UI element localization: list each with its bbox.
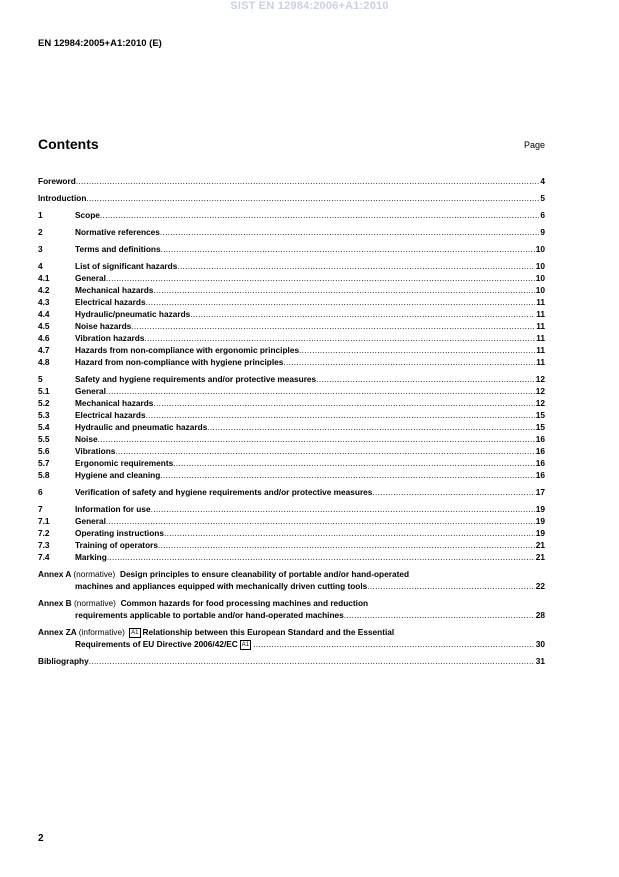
toc-page: 17 bbox=[535, 487, 545, 497]
toc-entry-7-2[interactable] bbox=[38, 527, 545, 539]
toc-title: Safety and hygiene requirements and/or protective measures bbox=[75, 374, 317, 384]
toc-page: 10 bbox=[535, 261, 545, 271]
toc-number: 5 bbox=[38, 374, 43, 384]
toc-number: 4.6 bbox=[38, 333, 50, 343]
toc-entry-7[interactable] bbox=[38, 503, 545, 515]
amendment-start-marker-icon: A1 bbox=[131, 629, 139, 636]
toc-entry-bibliography[interactable] bbox=[38, 655, 545, 667]
toc-number: 7.3 bbox=[38, 540, 50, 550]
toc-entry-5-5[interactable] bbox=[38, 433, 545, 445]
watermark: SIST EN 12984:2006+A1:2010 bbox=[230, 0, 389, 12]
toc-entry-5-8[interactable] bbox=[38, 469, 545, 481]
toc-entry-annex-a[interactable] bbox=[38, 568, 545, 592]
toc-title: Noise bbox=[75, 434, 98, 444]
toc-number: 4.2 bbox=[38, 285, 50, 295]
toc-page: 21 bbox=[535, 552, 545, 562]
toc-entry-5-7[interactable] bbox=[38, 457, 545, 469]
toc-number: 5.2 bbox=[38, 398, 50, 408]
toc-page: 19 bbox=[535, 528, 545, 538]
annex-title-line1: Design principles to ensure cleanability of portable and/or hand-operated bbox=[119, 569, 410, 579]
toc-title: Introduction bbox=[38, 193, 87, 203]
toc-entry-1[interactable] bbox=[38, 209, 545, 221]
annex-kind: (normative) bbox=[73, 598, 116, 608]
toc-title: Mechanical hazards bbox=[75, 398, 154, 408]
toc-page: 22 bbox=[535, 581, 545, 591]
toc-entry-6[interactable] bbox=[38, 486, 545, 498]
toc-entry-5-4[interactable] bbox=[38, 421, 545, 433]
table-of-contents bbox=[38, 175, 545, 667]
toc-title: Electrical hazards bbox=[75, 297, 146, 307]
toc-title: General bbox=[75, 516, 106, 526]
annex-kind: (normative) bbox=[73, 569, 116, 579]
toc-number: 7.2 bbox=[38, 528, 50, 538]
toc-title: Information for use bbox=[75, 504, 151, 514]
annex-title-line2: machines and appliances equipped with mechanically driven cutting tools bbox=[75, 581, 368, 591]
toc-title: Marking bbox=[75, 552, 107, 562]
toc-page: 4 bbox=[540, 176, 545, 186]
toc-title: Training of operators bbox=[75, 540, 158, 550]
toc-number: 7.4 bbox=[38, 552, 50, 562]
contents-title: Contents bbox=[38, 136, 99, 152]
toc-page: 16 bbox=[535, 458, 545, 468]
toc-entry-5-3[interactable] bbox=[38, 409, 545, 421]
toc-page: 11 bbox=[536, 357, 545, 367]
annex-label: Annex ZA bbox=[38, 627, 77, 637]
toc-entry-7-3[interactable] bbox=[38, 539, 545, 551]
toc-number: 4 bbox=[38, 261, 43, 271]
toc-page: 31 bbox=[535, 656, 545, 666]
toc-number: 4.4 bbox=[38, 309, 50, 319]
toc-entry-5-1[interactable] bbox=[38, 385, 545, 397]
toc-page: 16 bbox=[535, 470, 545, 480]
toc-page: 11 bbox=[536, 297, 545, 307]
toc-entry-3[interactable] bbox=[38, 243, 545, 255]
toc-number: 4.3 bbox=[38, 297, 50, 307]
toc-entry-2[interactable] bbox=[38, 226, 545, 238]
toc-page: 6 bbox=[540, 210, 545, 220]
toc-entry-5-6[interactable] bbox=[38, 445, 545, 457]
toc-entry-4-6[interactable] bbox=[38, 332, 545, 344]
toc-number: 4.8 bbox=[38, 357, 50, 367]
toc-page: 19 bbox=[535, 516, 545, 526]
toc-page: 10 bbox=[535, 273, 545, 283]
toc-entry-4-7[interactable] bbox=[38, 344, 545, 356]
toc-number: 2 bbox=[38, 227, 43, 237]
toc-page: 12 bbox=[535, 386, 545, 396]
toc-entry-4-1[interactable] bbox=[38, 272, 545, 284]
toc-number: 7 bbox=[38, 504, 43, 514]
toc-title: Scope bbox=[75, 210, 100, 220]
page-number: 2 bbox=[38, 833, 44, 844]
toc-entry-4-3[interactable] bbox=[38, 296, 545, 308]
toc-title: General bbox=[75, 273, 106, 283]
toc-page: 21 bbox=[535, 540, 545, 550]
annex-title-line1: Common hazards for food processing machines and reduction bbox=[120, 598, 369, 608]
page-column-label: Page bbox=[523, 140, 545, 150]
toc-number: 3 bbox=[38, 244, 43, 254]
toc-entry-4-4[interactable] bbox=[38, 308, 545, 320]
annex-label: Annex B bbox=[38, 598, 72, 608]
toc-title: Normative references bbox=[75, 227, 160, 237]
toc-number: 5.3 bbox=[38, 410, 50, 420]
toc-title: Bibliography bbox=[38, 656, 89, 666]
toc-title: Hazards from non-compliance with ergonomic principles bbox=[75, 345, 300, 355]
toc-page: 11 bbox=[536, 321, 545, 331]
toc-page: 11 bbox=[536, 345, 545, 355]
toc-title: Hazard from non-compliance with hygiene principles bbox=[75, 357, 284, 367]
toc-number: 5.8 bbox=[38, 470, 50, 480]
toc-entry-introduction[interactable] bbox=[38, 192, 545, 204]
toc-number: 5.1 bbox=[38, 386, 50, 396]
toc-page: 5 bbox=[540, 193, 545, 203]
toc-number: 6 bbox=[38, 487, 43, 497]
document-id: EN 12984:2005+A1:2010 (E) bbox=[38, 38, 162, 49]
toc-entry-4-5[interactable] bbox=[38, 320, 545, 332]
toc-page: 28 bbox=[535, 610, 545, 620]
annex-label: Annex A bbox=[38, 569, 72, 579]
toc-entry-7-4[interactable] bbox=[38, 551, 545, 563]
toc-page: 15 bbox=[535, 422, 545, 432]
toc-page: 12 bbox=[535, 398, 545, 408]
toc-title: General bbox=[75, 386, 106, 396]
toc-title: Operating instructions bbox=[75, 528, 164, 538]
toc-number: 5.5 bbox=[38, 434, 50, 444]
toc-title: Mechanical hazards bbox=[75, 285, 154, 295]
toc-page: 15 bbox=[535, 410, 545, 420]
toc-number: 4.5 bbox=[38, 321, 50, 331]
toc-number: 5.6 bbox=[38, 446, 50, 456]
annex-title-line2: Requirements of EU Directive 2006/42/EC bbox=[75, 639, 238, 649]
toc-entry-5-2[interactable] bbox=[38, 397, 545, 409]
toc-title: Terms and definitions bbox=[75, 244, 161, 254]
toc-number: 4.7 bbox=[38, 345, 50, 355]
toc-page: 9 bbox=[540, 227, 545, 237]
toc-page: 19 bbox=[535, 504, 545, 514]
toc-title: Vibration hazards bbox=[75, 333, 145, 343]
toc-entry-4-2[interactable] bbox=[38, 284, 545, 296]
toc-number: 5.7 bbox=[38, 458, 50, 468]
toc-title: Hygiene and cleaning bbox=[75, 470, 161, 480]
toc-page: 16 bbox=[535, 446, 545, 456]
toc-number: 7.1 bbox=[38, 516, 50, 526]
annex-kind: (informative) bbox=[78, 627, 125, 637]
toc-number: 4.1 bbox=[38, 273, 50, 283]
annex-title-line2: requirements applicable to portable and/or hand-operated machines bbox=[75, 610, 344, 620]
toc-title: Vibrations bbox=[75, 446, 116, 456]
toc-entry-5[interactable] bbox=[38, 373, 545, 385]
amendment-end-marker-icon: A1 bbox=[241, 642, 250, 648]
toc-page: 12 bbox=[535, 374, 545, 384]
toc-page: 30 bbox=[535, 639, 545, 649]
toc-title: List of significant hazards bbox=[75, 261, 178, 271]
toc-page: 10 bbox=[535, 244, 545, 254]
toc-entry-annex-za[interactable] bbox=[38, 626, 545, 650]
toc-entry-foreword[interactable] bbox=[38, 175, 545, 187]
toc-entry-annex-b[interactable] bbox=[38, 597, 545, 621]
toc-title: Noise hazards bbox=[75, 321, 132, 331]
toc-page: 11 bbox=[536, 309, 545, 319]
toc-number: 1 bbox=[38, 210, 43, 220]
toc-title: Hydraulic/pneumatic hazards bbox=[75, 309, 191, 319]
toc-number: 5.4 bbox=[38, 422, 50, 432]
toc-entry-7-1[interactable] bbox=[38, 515, 545, 527]
toc-title: Foreword bbox=[38, 176, 76, 186]
toc-entry-4-8[interactable] bbox=[38, 356, 545, 368]
annex-title-line1: Relationship between this European Standard and the Essential bbox=[142, 627, 395, 637]
toc-entry-4[interactable] bbox=[38, 260, 545, 272]
toc-title: Electrical hazards bbox=[75, 410, 146, 420]
toc-title: Hydraulic and pneumatic hazards bbox=[75, 422, 208, 432]
toc-page: 16 bbox=[535, 434, 545, 444]
toc-page: 11 bbox=[536, 333, 545, 343]
toc-title: Verification of safety and hygiene requirements and/or protective measures bbox=[75, 487, 373, 497]
toc-page: 10 bbox=[535, 285, 545, 295]
toc-title: Ergonomic requirements bbox=[75, 458, 174, 468]
